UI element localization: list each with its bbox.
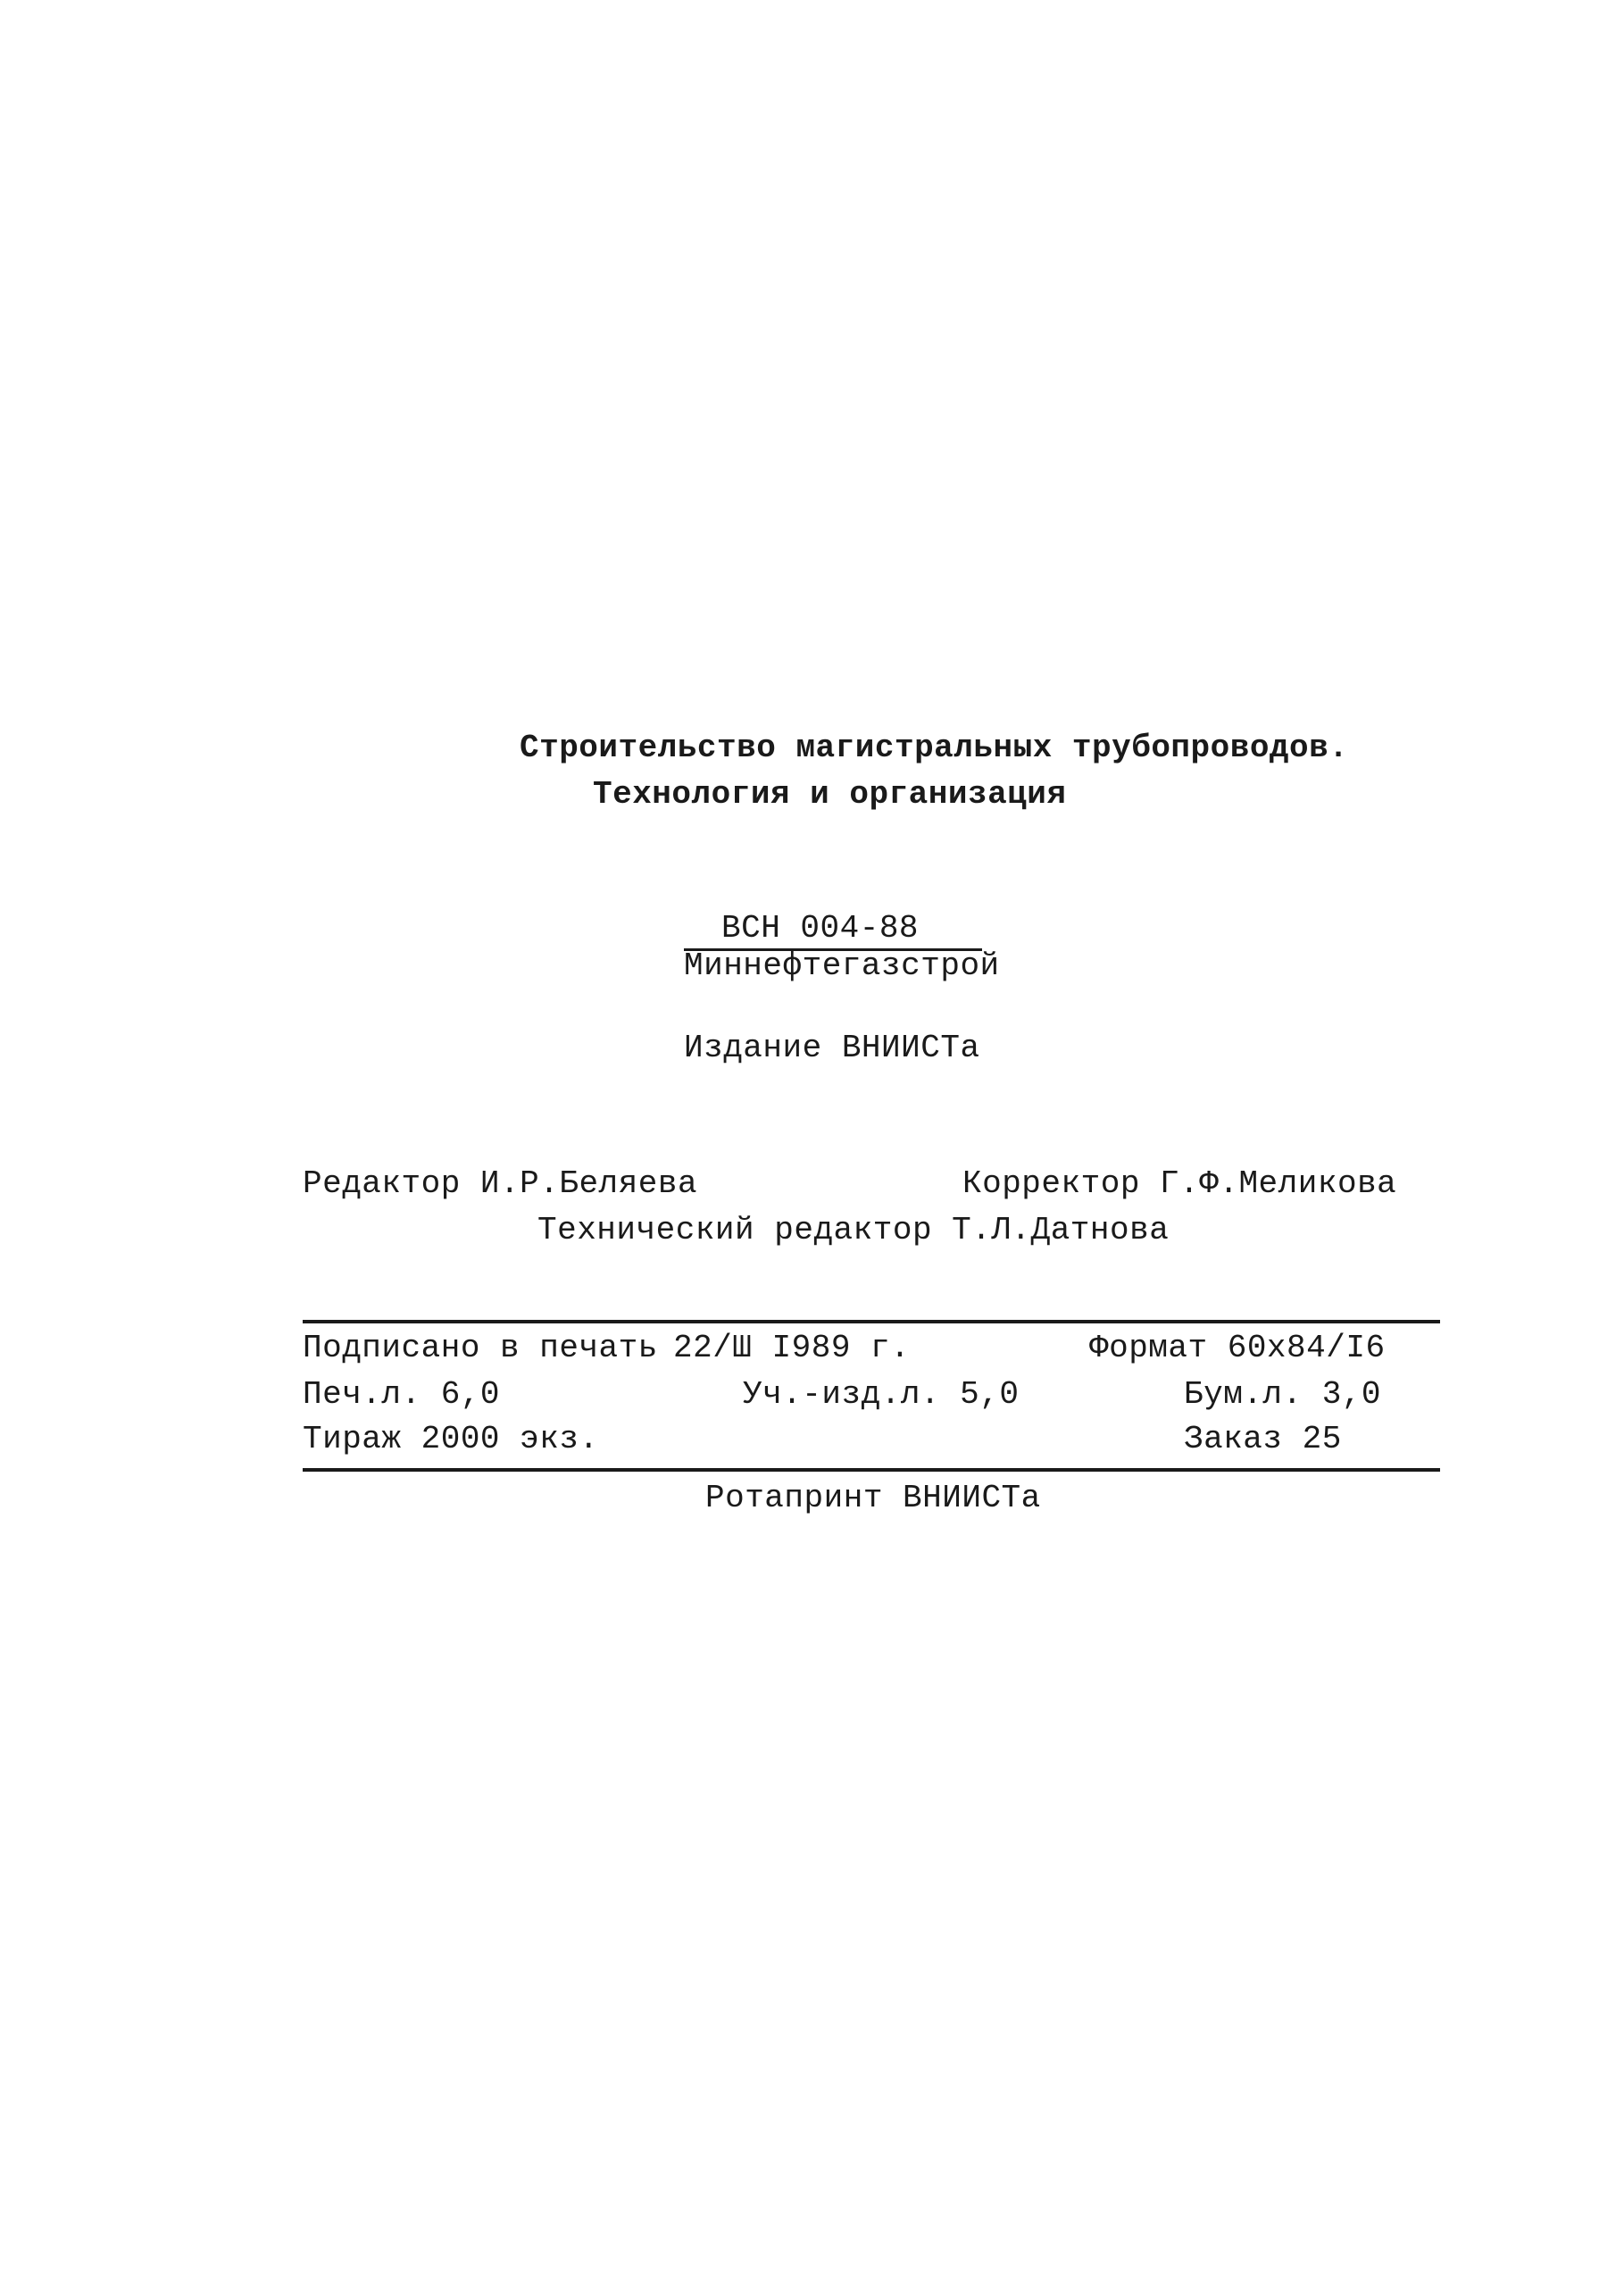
pub-sheets: Уч.-изд.л. 5,0 — [743, 1376, 1020, 1413]
top-rule — [303, 1320, 1440, 1323]
designation-ministry: Миннефтегазстрой — [684, 947, 1000, 984]
proofreader-line: Корректор Г.Ф.Меликова — [962, 1165, 1397, 1202]
tech-editor-line: Технический редактор Т.Л.Датнова — [537, 1212, 1170, 1248]
title-line-2: Технология и организация — [593, 776, 1067, 813]
designation-code: ВСН 004-88 — [721, 910, 920, 947]
title-line-1: Строительство магистральных трубопроводов. — [520, 730, 1349, 766]
print-sheets: Печ.л. 6,0 — [303, 1376, 501, 1413]
format-value: Формат 60x84/I6 — [1089, 1330, 1386, 1366]
signed-date: 22/Ш I989 г. — [673, 1330, 911, 1366]
edition-line: Издание ВНИИСТа — [684, 1030, 980, 1066]
printer-line: Ротапринт ВНИИСТа — [705, 1480, 1041, 1516]
bottom-rule — [303, 1468, 1440, 1472]
editor-line: Редактор И.Р.Беляева — [303, 1165, 698, 1202]
circulation: Тираж 2000 экз. — [303, 1421, 599, 1457]
signed-label: Подписано в печать — [303, 1330, 658, 1366]
order-number: Заказ 25 — [1184, 1421, 1342, 1457]
paper-sheets: Бум.л. 3,0 — [1184, 1376, 1382, 1413]
